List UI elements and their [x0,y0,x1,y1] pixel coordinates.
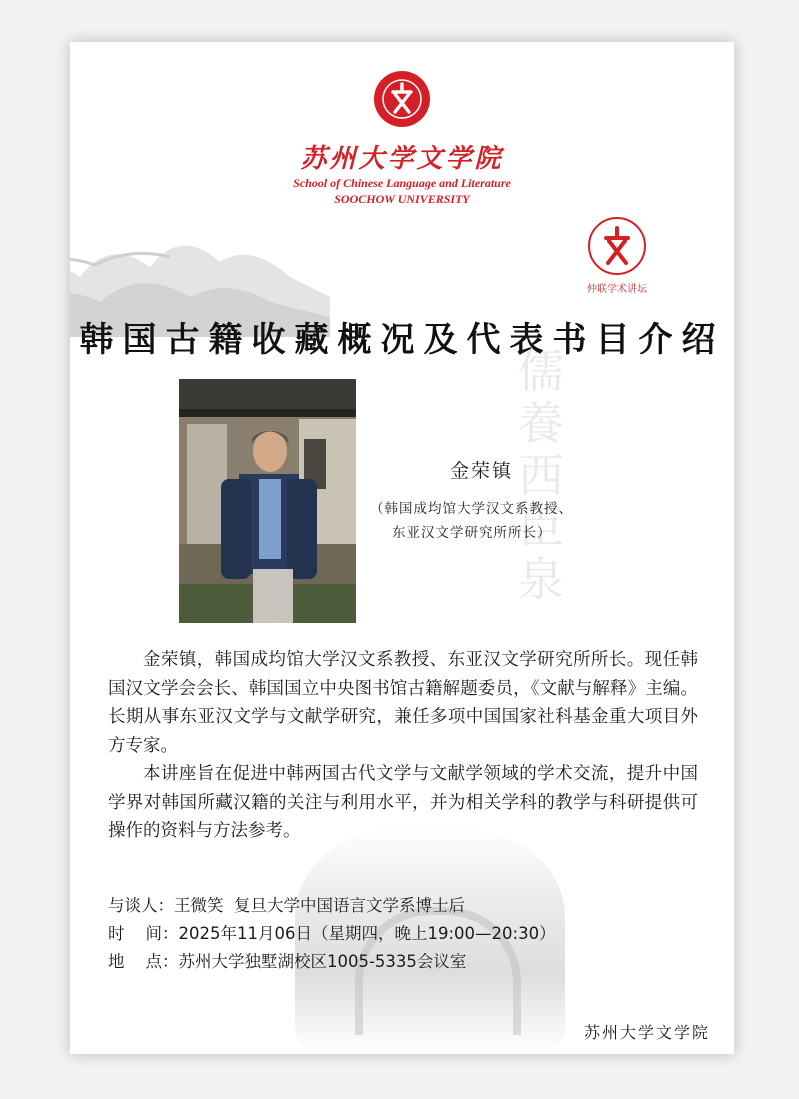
school-name-cn: 苏州大学文学院 [300,144,504,174]
speaker-bio-paragraph: 金荣镇，韩国成均馆大学汉文系教授、东亚汉文学研究所所长。现任韩国汉文学会会长、韩国国立中央图书馆古籍解题委员，《文献与解释》主编。长期从事东亚汉文学与文献学研究，兼任多项中国国家社科基金重大项目外方专家。 [108,650,698,756]
time-row [108,920,708,948]
time-value: 2025年11月06日（星期四，晚上19:00—20:30） [178,924,556,943]
forum-label: 仲联学术讲坛 [587,284,647,295]
lecture-purpose-paragraph: 本讲座旨在促进中韩两国古代文学与文献学领域的学术交流，提升中国学界对韩国所藏汉籍的关注与利用水平，并为相关学科的教学与科研提供可操作的资料与方法参考。 [108,764,698,841]
poster [70,42,734,1054]
speaker-photo [179,379,356,623]
speaker-affiliation-line2: 东亚汉文学研究所所长） [392,525,552,541]
lecture-title: 韩国古籍收藏概况及代表书目介绍 [79,320,725,360]
university-name-en: SOOCHOW UNIVERSITY [334,192,470,206]
lecture-description [108,646,698,846]
speaker-affiliation-line1: （韩国成均馆大学汉文系教授、 [370,501,573,517]
event-info [108,892,708,976]
discussant-row [108,892,708,920]
discussant-value: 王微笑 复旦大学中国语言文学系博士后 [174,896,465,915]
place-value: 苏州大学独墅湖校区1005-5335会议室 [178,952,467,971]
organizer-name: 苏州大学文学院 [583,1023,710,1042]
forum-logo-icon [587,216,647,276]
school-name-en: School of Chinese Language and Literature [293,176,511,190]
school-seal-logo [373,70,431,128]
place-label: 地 点： [108,952,179,971]
place-row [108,948,708,976]
discussant-label: 与谈人： [108,896,174,915]
speaker-name: 金荣镇 [450,460,514,482]
time-label: 时 间： [108,924,179,943]
calligraphy-watermark: 儒養西臣泉 [511,347,565,607]
